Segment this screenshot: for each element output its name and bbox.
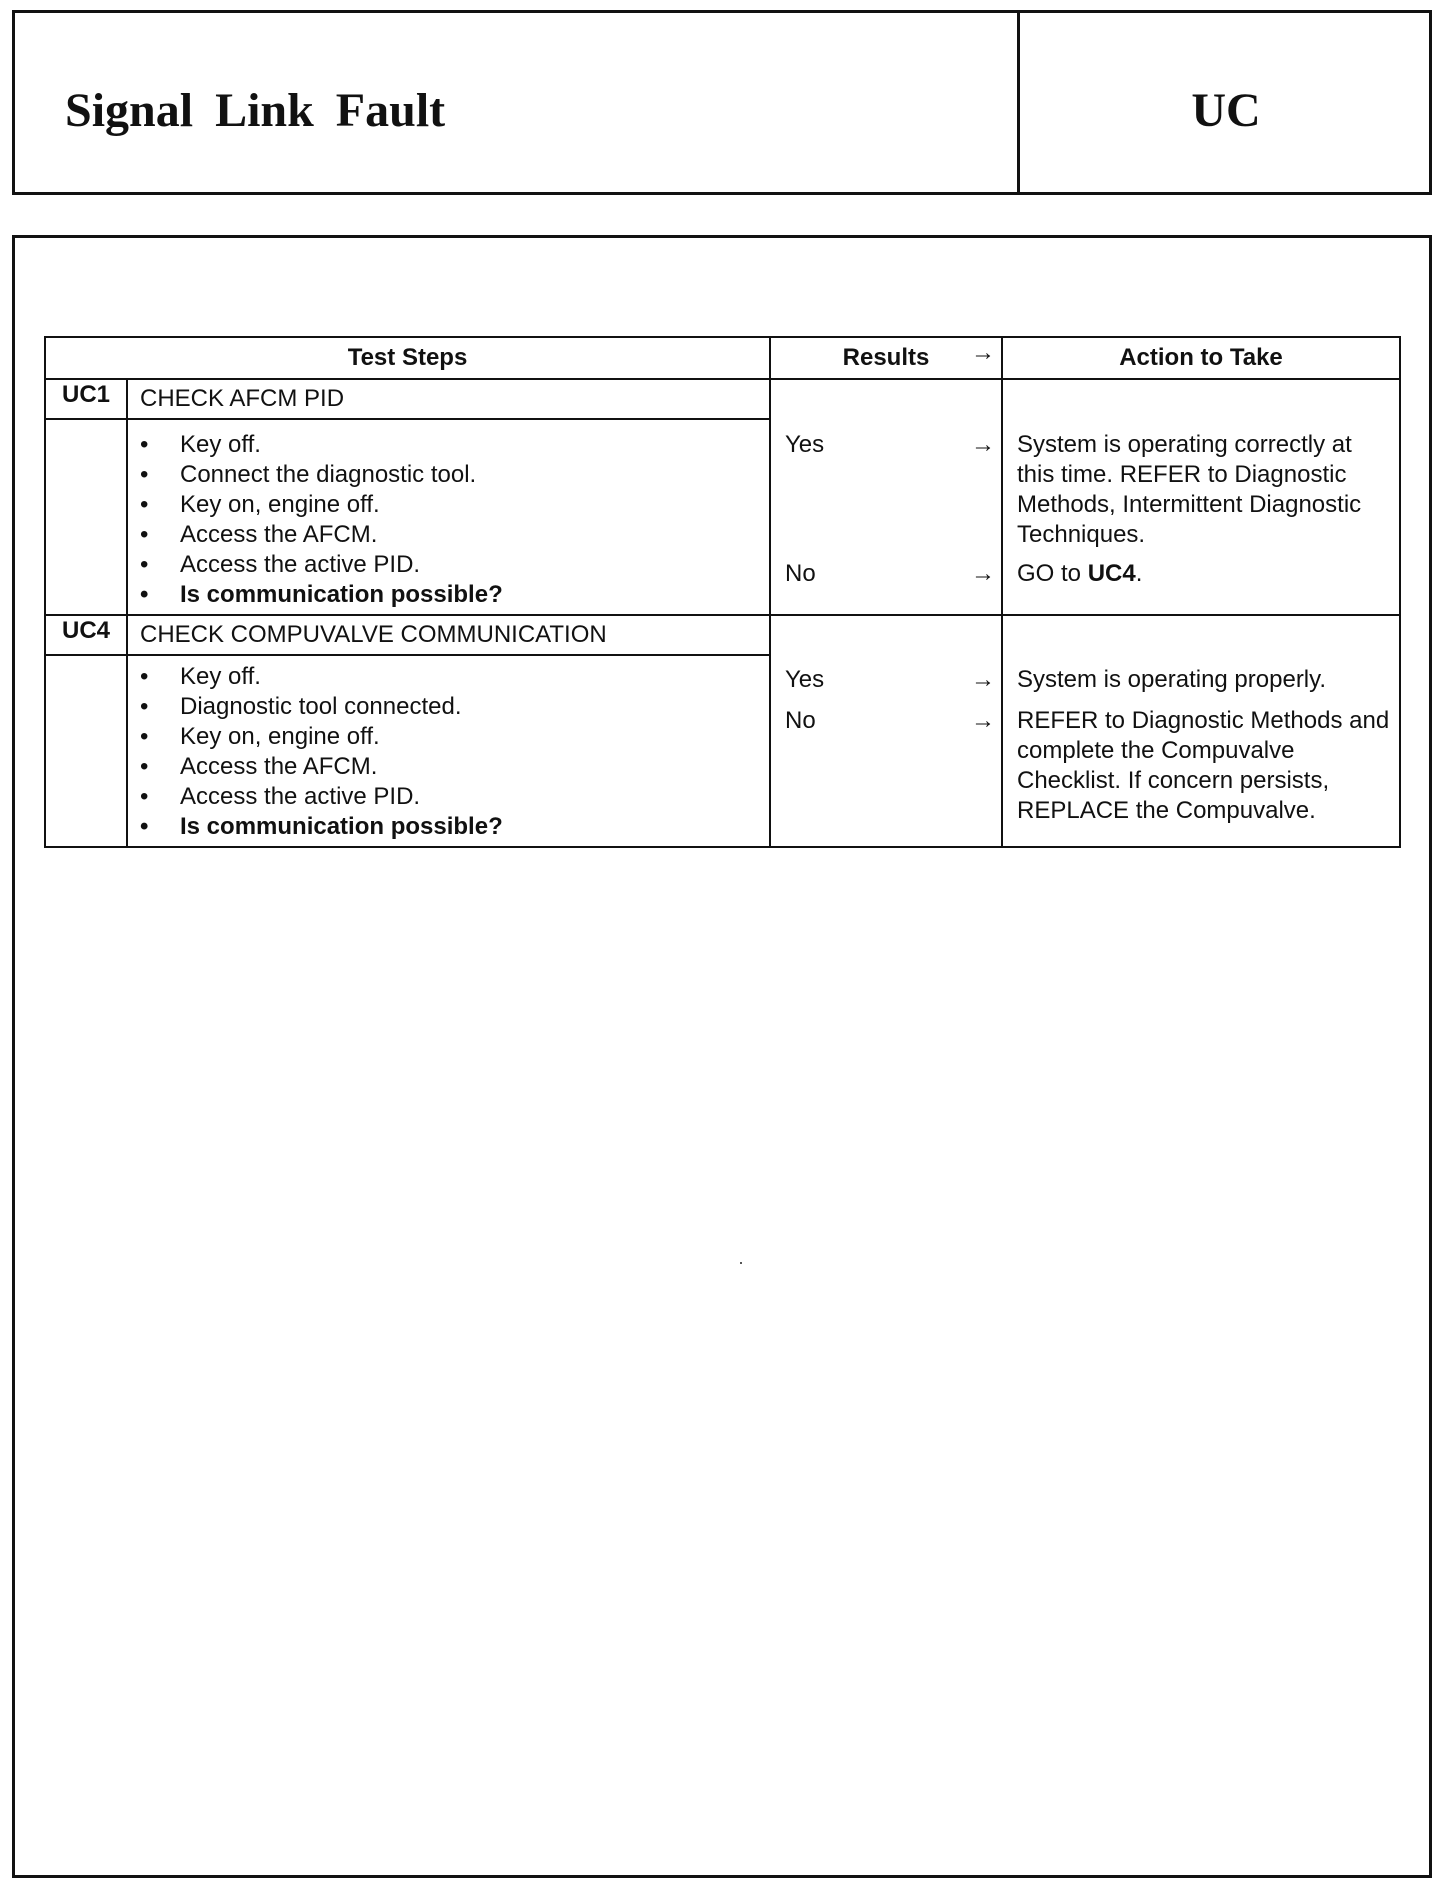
step-id: UC1 [45,379,127,419]
list-item: • Key off. [180,662,769,692]
instruction-list [128,662,769,842]
action-text: REFER to Diagnostic Methods and complete the Compuvalve Checklist. If concern persists, REPLACE the Compuvalve. [1017,707,1390,824]
list-item: • Key on, engine off. [180,490,769,520]
page-header [12,10,1432,195]
action-text: System is operating properly. [1017,666,1327,693]
step-title-row [45,379,1400,419]
result-yes [785,430,995,460]
action-cell [1002,379,1400,615]
result-no [785,706,995,736]
column-header-results [770,337,1002,379]
step-instructions [127,419,770,615]
step-title: CHECK AFCM PID [127,379,770,419]
step-title-row [45,615,1400,655]
test-steps-table [44,336,1401,848]
results-label: Results [842,344,930,371]
result-label: No [785,560,816,587]
action-text: System is operating correctly at this time. REFER to Diagnostic Methods, Intermittent Diagnostic Techniques. [1017,431,1362,548]
results-cell [770,615,1002,847]
list-item: • Key off. [180,430,769,460]
arrow-right-icon: → [971,560,995,587]
list-item: • Access the active PID. [180,782,769,812]
result-yes [785,665,995,695]
section-code: UC [1191,84,1261,137]
result-label: Yes [785,666,825,693]
page-title: Signal Link Fault [65,84,446,137]
step-question: • Is communication possible? [180,812,769,842]
action-prefix: GO to [1017,560,1088,587]
step-title: CHECK COMPUVALVE COMMUNICATION [127,615,770,655]
action-text [1017,559,1395,589]
result-label: Yes [785,431,825,458]
column-header-test-steps: Test Steps [45,337,770,379]
arrow-right-icon: → [971,666,995,693]
column-header-action: Action to Take [1002,337,1400,379]
step-id-spacer [45,655,127,847]
instruction-list [128,430,769,610]
list-item: • Access the AFCM. [180,752,769,782]
arrow-right-icon: → [971,431,995,458]
step-id-spacer [45,419,127,615]
step-question: • Is communication possible? [180,580,769,610]
list-item: • Access the active PID. [180,550,769,580]
result-label: No [785,707,816,734]
scan-speck [740,1262,742,1264]
list-item: • Key on, engine off. [180,722,769,752]
step-instructions [127,655,770,847]
action-cell [1002,615,1400,847]
list-item: • Connect the diagnostic tool. [180,460,769,490]
list-item: • Access the AFCM. [180,520,769,550]
arrow-right-icon: → [971,707,995,734]
action-suffix: . [1135,560,1143,587]
table-header-row [45,337,1400,379]
result-no [785,559,995,589]
arrow-right-icon: → [971,339,995,366]
results-cell [770,379,1002,615]
step-id: UC4 [45,615,127,655]
step-reference: UC4 [1087,560,1136,587]
list-item: • Diagnostic tool connected. [180,692,769,722]
